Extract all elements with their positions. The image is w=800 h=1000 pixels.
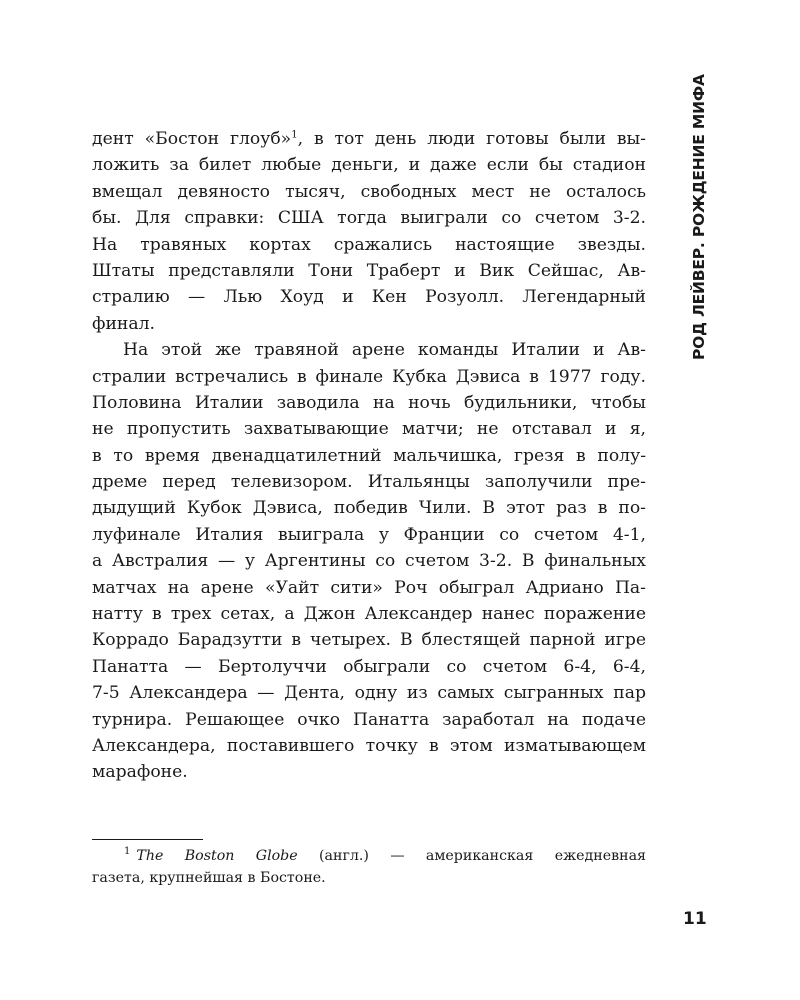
text-line: Панатта — Бертолуччи обыграли со счетом 6-4, 6-4, bbox=[92, 656, 646, 677]
body-text bbox=[92, 126, 646, 786]
footnote-title: The Boston Globe bbox=[136, 848, 298, 864]
text-line: бы. Для справки: США тогда выиграли со счетом 3-2. bbox=[92, 208, 646, 229]
footnote-line: $^1$ The Boston Globe (англ.) — американская ежедневная bbox=[124, 846, 646, 864]
text-line: Коррадо Барадзутти в четырех. В блестящей парной игре bbox=[92, 630, 646, 651]
footnote-number: 1 bbox=[124, 846, 131, 858]
text-line: дент «Бостон глоуб»$^1$, в тот день люди готовы были вы- bbox=[92, 129, 646, 149]
text-line: не пропустить захватывающие матчи; не отставал и я, bbox=[92, 419, 646, 440]
page-number: 11 bbox=[683, 909, 707, 929]
text-line: 7-5 Александера — Дента, одну из самых сыгранных пар bbox=[92, 683, 646, 704]
text-line: матчах на арене «Уайт сити» Роч обыграл Адриано Па- bbox=[92, 577, 646, 598]
text-line: натту в трех сетах, а Джон Александер нанес поражение bbox=[92, 604, 646, 625]
text-line: Штаты представляли Тони Траберт и Вик Сейшас, Ав- bbox=[92, 260, 646, 281]
text-line: На этой же травяной арене команды Италии и Ав- bbox=[123, 340, 646, 361]
text-line: дыдущий Кубок Дэвиса, победив Чили. В этот раз в по- bbox=[92, 498, 646, 519]
text-line: дреме перед телевизором. Итальянцы заполучили пре- bbox=[92, 472, 646, 493]
footnote-line: газета, крупнейшая в Бостоне. bbox=[92, 870, 326, 886]
text-line: Половина Италии заводила на ночь будильники, чтобы bbox=[92, 392, 646, 413]
footnote-reference[interactable]: 1 bbox=[291, 129, 298, 141]
text-line: турнира. Решающее очко Панатта заработал на подаче bbox=[92, 709, 646, 730]
running-head: РОД ЛЕЙВЕР. РОЖДЕНИЕ МИФА bbox=[690, 74, 708, 360]
text-line: стралию — Лью Хоуд и Кен Розуолл. Легендарный bbox=[92, 287, 646, 308]
footnote-divider bbox=[92, 839, 203, 840]
text-line: На травяных кортах сражались настоящие звезды. bbox=[92, 234, 646, 255]
text-line: луфинале Италия выиграла у Франции со счетом 4-1, bbox=[92, 524, 646, 545]
text-line: в то время двенадцатилетний мальчишка, грезя в полу- bbox=[92, 445, 646, 466]
footnote bbox=[92, 845, 646, 889]
text-line: марафоне. bbox=[92, 762, 188, 783]
text-line: ложить за билет любые деньги, и даже если бы стадион bbox=[92, 155, 646, 176]
text-line: а Австралия — у Аргентины со счетом 3-2. В финальных bbox=[92, 551, 646, 572]
text-line: Александера, поставившего точку в этом изматывающем bbox=[92, 735, 646, 756]
text-line: финал. bbox=[92, 313, 155, 334]
text-line: вмещал девяносто тысяч, свободных мест не осталось bbox=[92, 181, 646, 202]
text-line: стралии встречались в финале Кубка Дэвиса в 1977 году. bbox=[92, 366, 646, 387]
